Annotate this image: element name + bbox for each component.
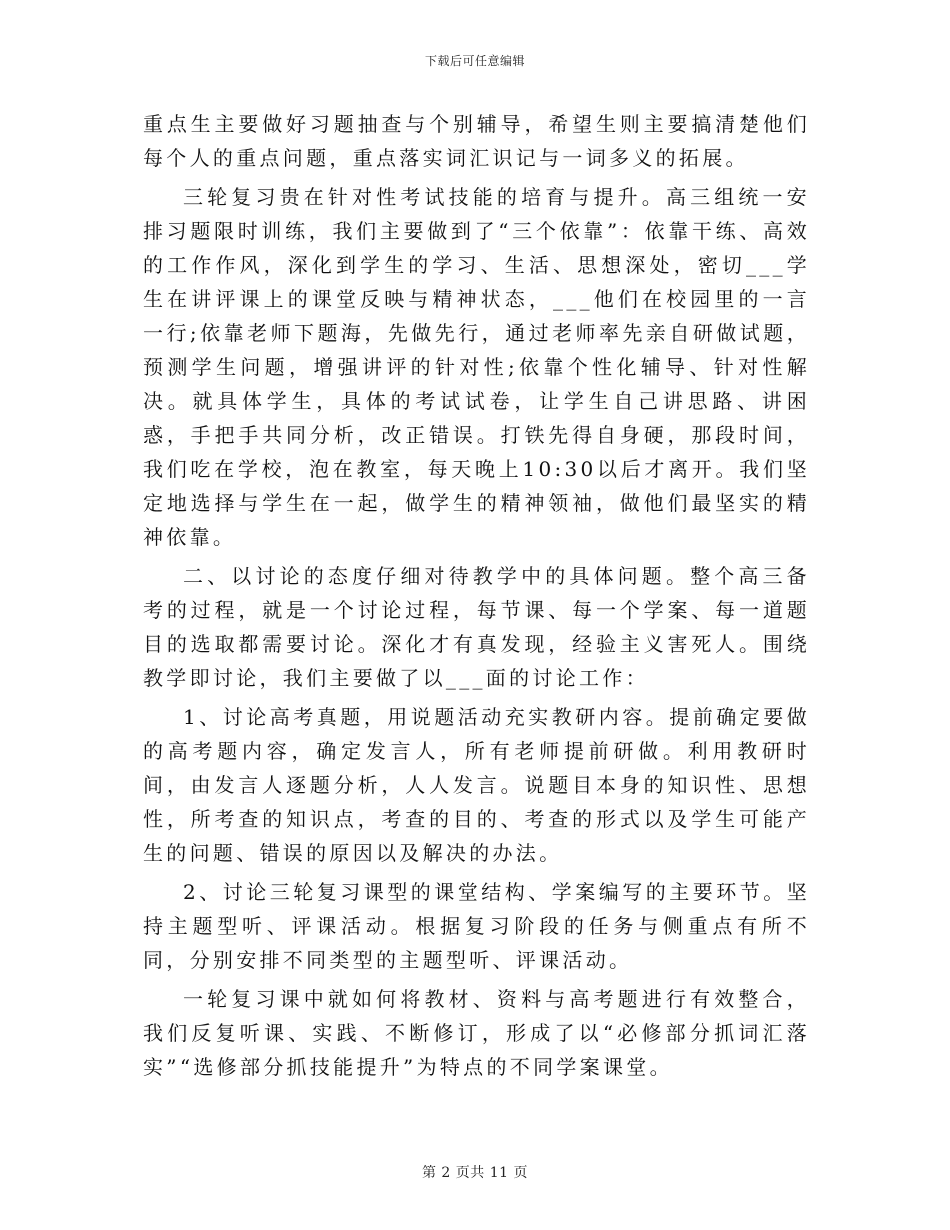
document-body: [143, 107, 810, 1089]
paragraph-3: 二、以讨论的态度仔细对待教学中的具体问题。整个高三备考的过程，就是一个讨论过程，每节课、每一个学案、每一道题目的选取都需要讨论。深化才有真发现，经验主义害死人。围绕教学即讨论，我们主要做了以___面的讨论工作：: [143, 564, 810, 690]
paragraph-4: 1、讨论高考真题，用说题活动充实教研内容。提前确定要做的高考题内容，确定发言人，所有老师提前研做。利用教研时间，由发言人逐题分析，人人发言。说题目本身的知识性、思想性，所考查的知识点，考查的目的、考查的形式以及学生可能产生的问题、错误的原因以及解决的办法。: [143, 705, 810, 865]
paragraph-2: 三轮复习贵在针对性考试技能的培育与提升。高三组统一安排习题限时训练，我们主要做到了“三个依靠”：依靠干练、高效的工作作风，深化到学生的学习、生活、思想深处，密切___学生在讲评课上的课堂反映与精神状态，___他们在校园里的一言一行;依靠老师下题海，先做先行，通过老师率先亲自研做试题，预测学生问题，增强讲评的针对性;依靠个性化辅导、针对性解决。就具体学生，具体的考试试卷，让学生自己讲思路、讲困惑，手把手共同分析，改正错误。打铁先得自身硬，那段时间，我们吃在学校，泡在教室，每天晚上10:30以后才离开。我们坚定地选择与学生在一起，做学生的精神领袖，做他们最坚实的精神依靠。: [143, 185, 810, 549]
paragraph-5: 2、讨论三轮复习课型的课堂结构、学案编写的主要环节。坚持主题型听、评课活动。根据复习阶段的任务与侧重点有所不同，分别安排不同类型的主题型听、评课活动。: [143, 880, 810, 972]
page-header: 下载后可任意编辑: [424, 54, 525, 68]
page-number: 第 2 页共 11 页: [421, 1165, 529, 1181]
paragraph-1: 重点生主要做好习题抽查与个别辅导，希望生则主要搞清楚他们每个人的重点问题，重点落实词汇识记与一词多义的拓展。: [143, 112, 810, 170]
paragraph-6: 一轮复习课中就如何将教材、资料与高考题进行有效整合，我们反复听课、实践、不断修订，形成了以“必修部分抓词汇落实”“选修部分抓技能提升”为特点的不同学案课堂。: [143, 987, 810, 1079]
